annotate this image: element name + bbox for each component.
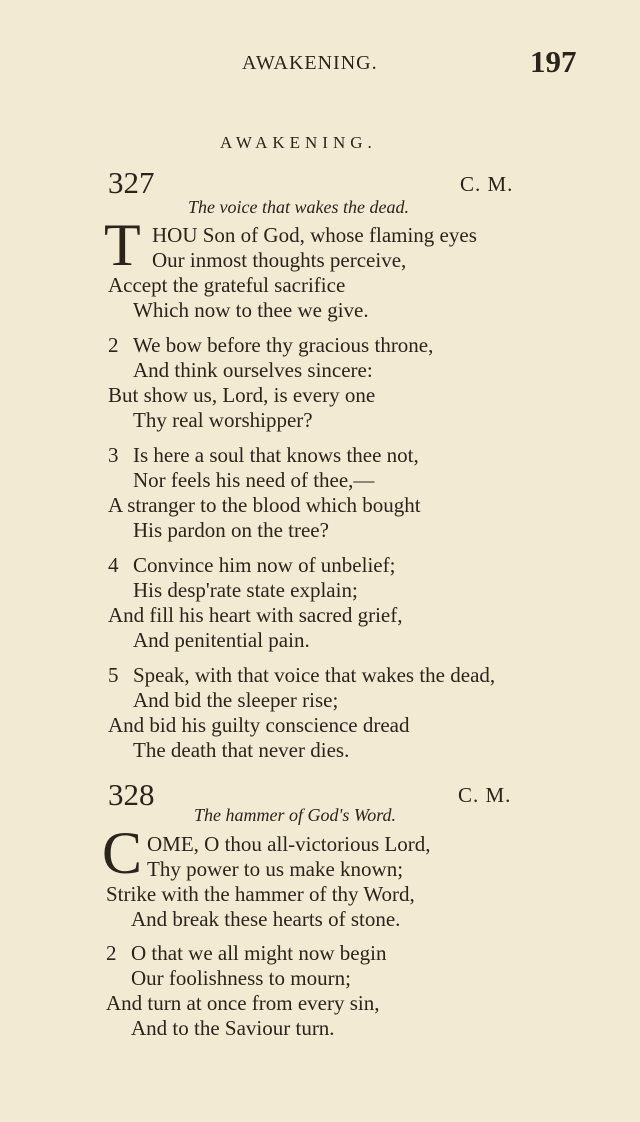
verse-line: His desp'rate state explain; [133,578,358,602]
verse-line: And turn at once from every sin, [106,991,380,1015]
verse-number: 4 [108,553,119,577]
verse-line: Thy power to us make known; [147,857,404,881]
verse-number: 2 [106,941,117,965]
verse-line: The death that never dies. [133,738,350,762]
hymn-meter: C. M. [460,172,514,196]
hymn-subtitle: The voice that wakes the dead. [188,197,409,217]
verse-line: Speak, with that voice that wakes the dead, [133,663,496,687]
section-title: AWAKENING. [220,133,377,152]
verse-line: Our foolishness to mourn; [131,966,351,990]
drop-cap: T [104,212,141,278]
verse-line: And bid the sleeper rise; [133,688,339,712]
verse-line: A stranger to the blood which bought [108,493,421,517]
verse-line: And to the Saviour turn. [131,1016,335,1040]
verse-number: 3 [108,443,119,467]
verse-line: And break these hearts of stone. [131,907,401,931]
hymn-subtitle: The hammer of God's Word. [194,805,397,825]
verse-line: And bid his guilty conscience dread [108,713,410,737]
page-number: 197 [530,44,577,79]
verse-line: O that we all might now begin [131,941,387,965]
verse-line: But show us, Lord, is every one [108,383,376,407]
hymn-number: 328 [108,777,155,812]
verse-line: Nor feels his need of thee,— [133,468,375,492]
verse-line: And think ourselves sincere: [133,358,373,382]
verse-line: OME, O thou all-victorious Lord, [147,832,431,856]
verse-line: Convince him now of unbelief; [133,553,396,577]
hymn-meter: C. M. [458,783,512,807]
drop-cap: C [102,820,143,886]
verse-line: And fill his heart with sacred grief, [108,603,403,627]
verse-line: His pardon on the tree? [133,518,329,542]
verse-line: We bow before thy gracious throne, [133,333,434,357]
verse-line: And penitential pain. [133,628,310,652]
verse-line: Strike with the hammer of thy Word, [106,882,415,906]
hymn-number: 327 [108,165,155,200]
running-head: AWAKENING. [242,52,378,74]
verse-number: 2 [108,333,119,357]
verse-line: Is here a soul that knows thee not, [133,443,419,467]
verse-line: Our inmost thoughts perceive, [152,248,407,272]
verse-line: Thy real worshipper? [133,408,313,432]
verse-line: Which now to thee we give. [133,298,369,322]
verse-number: 5 [108,663,119,687]
verse-line: Accept the grateful sacrifice [108,273,346,297]
verse-line: HOU Son of God, whose flaming eyes [152,223,477,247]
